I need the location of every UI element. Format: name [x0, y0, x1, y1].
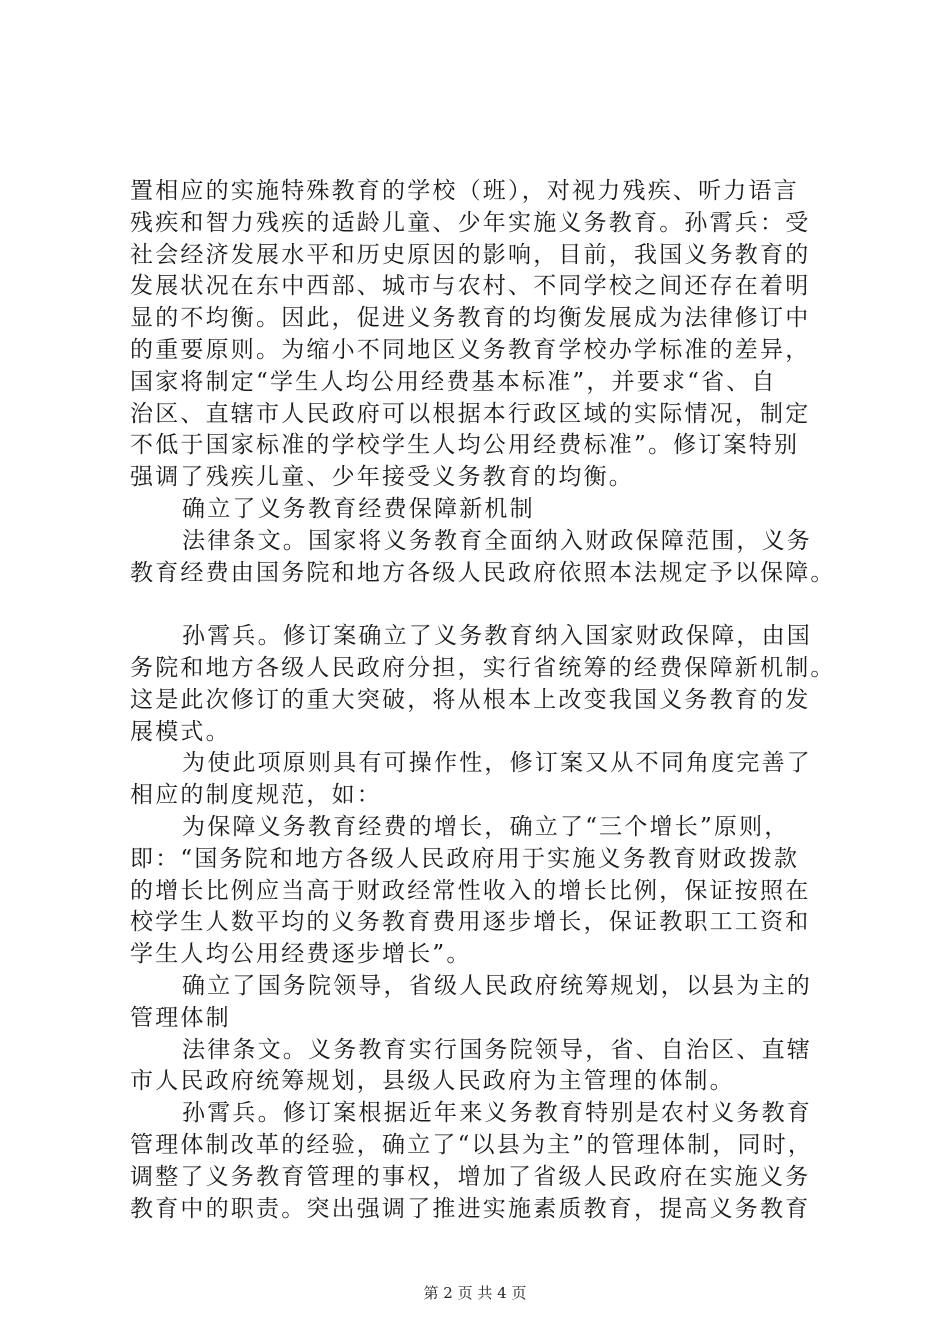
- section-heading: 管理体制: [130, 1004, 231, 1031]
- text-line: 的增长比例应当高于财政经常性收入的增长比例，保证按照在: [130, 877, 811, 904]
- page-number-footer: 第 2 页 共 4 页: [423, 1284, 527, 1302]
- text-line: 学生人均公用经费逐步增长”。: [130, 941, 472, 968]
- text-line: 治区、直辖市人民政府可以根据本行政区域的实际情况，制定: [130, 400, 811, 427]
- text-line: 这是此次修订的重大突破，将从根本上改变我国义务教育的发: [130, 686, 811, 713]
- text-line: 的重要原则。为缩小不同地区义务教育学校办学标准的差异，: [130, 336, 811, 363]
- text-line: 法律条文。国家将义务教育全面纳入财政保障范围，义务: [182, 527, 812, 554]
- text-line: 置相应的实施特殊教育的学校（班），对视力残疾、听力语言: [130, 178, 799, 204]
- body-text: [130, 176, 835, 1225]
- text-line: 相应的制度规范，如：: [130, 782, 382, 809]
- text-line: 校学生人数平均的义务教育费用逐步增长，保证教职工工资和: [130, 909, 811, 936]
- text-line: 教育经费由国务院和地方各级人民政府依照本法规定予以保障。: [130, 559, 836, 586]
- text-line: 发展状况在东中西部、城市与农村、不同学校之间还存在着明: [130, 273, 811, 300]
- section-heading: 确立了国务院领导，省级人民政府统筹规划，以县为主的: [182, 972, 812, 999]
- text-line: 法律条文。义务教育实行国务院领导，省、自治区、直辖: [182, 1036, 812, 1063]
- text-line: 市人民政府统筹规划，县级人民政府为主管理的体制。: [130, 1068, 735, 1095]
- text-line: 孙霄兵。修订案确立了义务教育纳入国家财政保障，由国: [182, 623, 812, 650]
- text-line: 务院和地方各级人民政府分担，实行省统筹的经费保障新机制。: [130, 654, 836, 681]
- text-line: 社会经济发展水平和历史原因的影响，目前，我国义务教育的: [130, 241, 811, 268]
- text-line: 残疾和智力残疾的适龄儿童、少年实施义务教育。孙霄兵：受: [130, 209, 811, 236]
- text-line: 为保障义务教育经费的增长，确立了“三个增长”原则，: [182, 813, 790, 840]
- text-line: 孙霄兵。修订案根据近年来义务教育特别是农村义务教育: [182, 1100, 812, 1127]
- text-line: 展模式。: [130, 718, 231, 745]
- text-line: 为使此项原则具有可操作性，修订案又从不同角度完善了: [182, 750, 812, 777]
- text-line: 调整了义务教育管理的事权，增加了省级人民政府在实施义务: [130, 1163, 811, 1190]
- text-line: 强调了残疾儿童、少年接受义务教育的均衡。: [130, 464, 634, 491]
- text-line: 不低于国家标准的学校学生人均公用经费标准”。修订案特别: [130, 432, 800, 459]
- text-line: 管理体制改革的经验，确立了“以县为主”的管理体制，同时，: [130, 1131, 814, 1158]
- blank-line: [130, 589, 835, 621]
- text-line: 即：“国务院和地方各级人民政府用于实施义务教育财政拨款: [130, 845, 800, 872]
- text-line: 教育中的职责。突出强调了推进实施素质教育，提高义务教育: [130, 1195, 811, 1222]
- section-heading: 确立了义务教育经费保障新机制: [182, 495, 535, 522]
- text-line: 国家将制定“学生人均公用经费基本标准”，并要求“省、自: [130, 368, 777, 395]
- text-line: 显的不均衡。因此，促进义务教育的均衡发展成为法律修订中: [130, 305, 811, 332]
